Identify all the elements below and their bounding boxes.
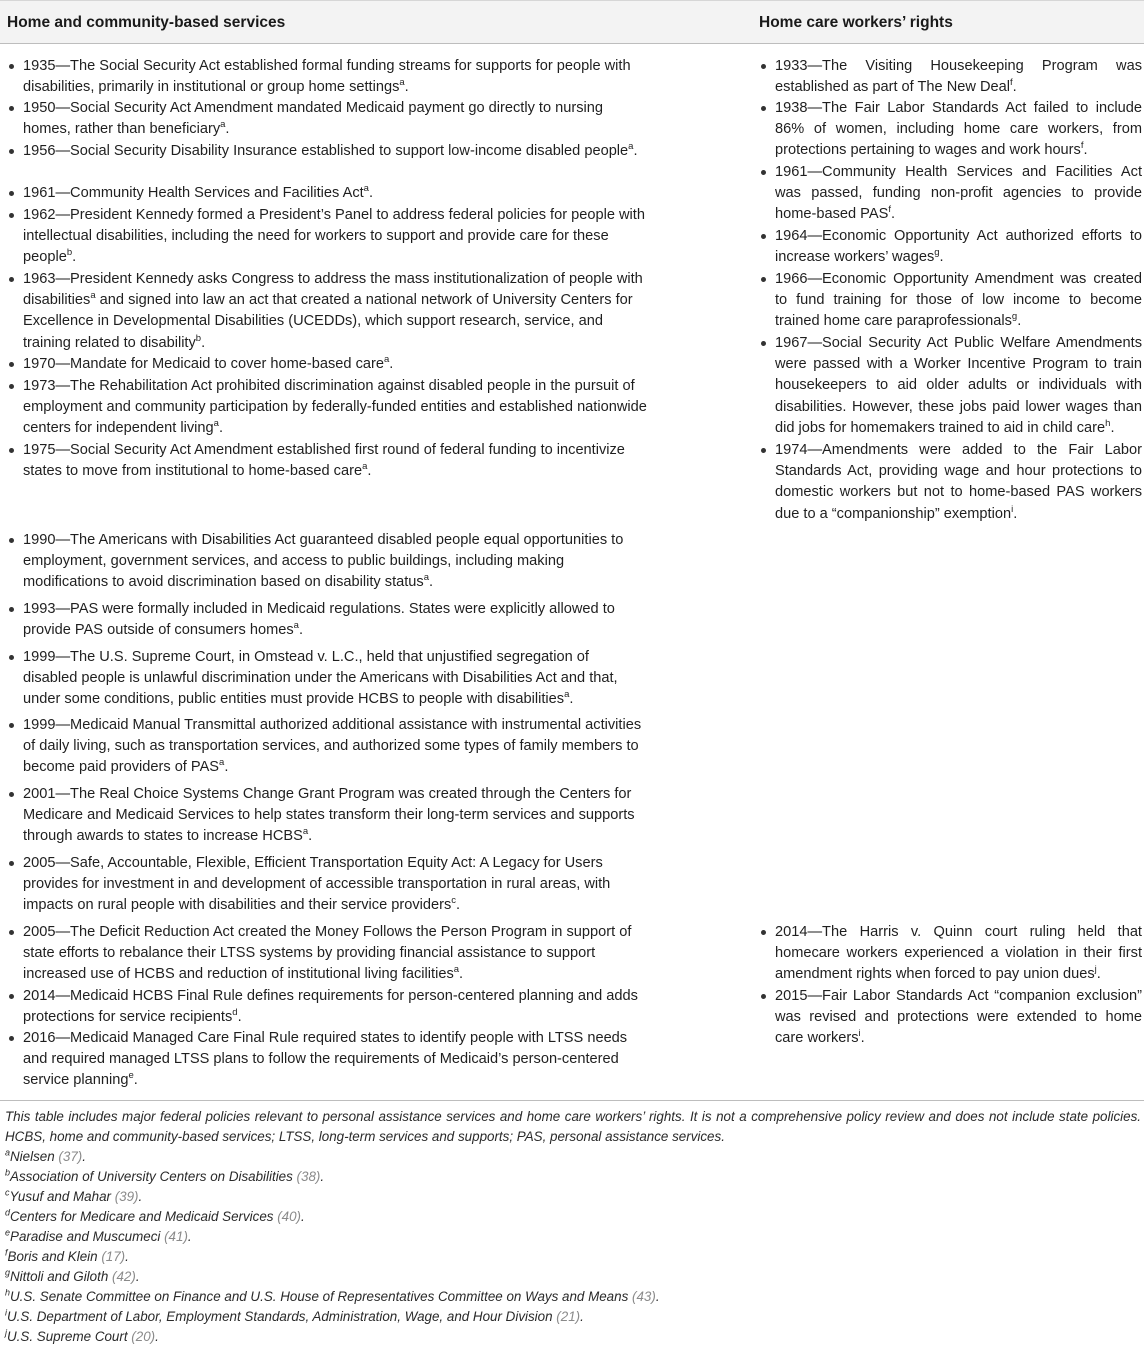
footnote: $^c$Yusuf and Mahar (39). [5, 1187, 143, 1204]
footnote: $^f$Boris and Klein (17). [5, 1247, 129, 1264]
list-item: 1999—The U.S. Supreme Court, in Omstead v. L.C., held that unjustified segregation of disabled people is unlawful discrimination under the Americans with Disabilities Act and that, under some conditions, public entities must provide HCBS to people with disabilities$^a$. [7, 647, 647, 711]
list-item: 1975—Social Security Act Amendment established first round of federal funding to incentivize states to move from institutional to home-based care$^a$. [7, 440, 647, 482]
reference-link[interactable]: (20) [131, 1329, 156, 1344]
list-item: 2014—The Harris v. Quinn court ruling held that homecare workers experienced a violation in their first amendment rights when forced to pay union dues$^j$. [759, 922, 1142, 986]
footnote: $^i$U.S. Department of Labor, Employment Standards, Administration, Wage, and Hour Division (21). [5, 1307, 584, 1324]
list-item: 2016—Medicaid Managed Care Final Rule required states to identify people with LTSS needs and required managed LTSS plans to follow the requirements of Medicaid’s person-centered service planning$^e$. [7, 1028, 647, 1092]
list-item: 1974—Amendments were added to the Fair Labor Standards Act, providing wage and hour protections to domestic workers but not to home-based PAS workers due to a “companionship” exemption$^i$. [759, 440, 1142, 525]
reference-link[interactable]: (43) [632, 1289, 656, 1304]
list-item: 1938—The Fair Labor Standards Act failed to include 86% of women, including home care workers, from protections pertaining to wages and work hours$^f$. [759, 98, 1142, 162]
list-item: 1935—The Social Security Act established formal funding streams for supports for people with disabilities, primarily in institutional or group home settings$^a$. [7, 56, 647, 98]
list-item: 2005—The Deficit Reduction Act created the Money Follows the Person Program in support of state efforts to rebalance their LTSS systems by providing financial assistance to support increased use of HCBS and reduction of institutional living facilities$^a$. [7, 922, 647, 986]
list-item: 1963—President Kennedy asks Congress to address the mass institutionalization of people with disabilities$^a$ and signed into law an act that created a national network of University Centers for Excellence in Developmental Disabilities (UCEDDs), which support research, service, and training related to disability$^b$. [7, 269, 647, 354]
reference-link[interactable]: (17) [101, 1249, 126, 1264]
list-item: 1956—Social Security Disability Insurance established to support low-income disabled people$^a$. [7, 141, 647, 162]
table-header-row [0, 0, 1144, 44]
footnote: $^a$Nielsen (37). [5, 1147, 86, 1164]
list-item: 1973—The Rehabilitation Act prohibited discrimination against disabled people in the pursuit of employment and community participation by federally-funded entities and established nationwide centers for independent living$^a$. [7, 376, 647, 440]
list-item: 2014—Medicaid HCBS Final Rule defines requirements for person-centered planning and adds protections for service recipients$^d$. [7, 986, 647, 1028]
list-item: 1999—Medicaid Manual Transmittal authorized additional assistance with instrumental activities of daily living, such as transportation services, and authorized some types of family members to become paid providers of PAS$^a$. [7, 715, 647, 779]
footnote: $^j$U.S. Supreme Court (20). [5, 1327, 159, 1344]
list-item: 1950—Social Security Act Amendment mandated Medicaid payment go directly to nursing homes, rather than beneficiary$^a$. [7, 98, 647, 140]
list-item: 1970—Mandate for Medicaid to cover home-based care$^a$. [7, 354, 647, 375]
footnote: $^b$Association of University Centers on Disabilities (38). [5, 1167, 325, 1184]
column-header-hcbs: Home and community-based services [7, 14, 286, 31]
list-item: 1961—Community Health Services and Facilities Act$^a$. [7, 183, 647, 204]
list-item: 1964—Economic Opportunity Act authorized efforts to increase workers’ wages$^g$. [759, 226, 1142, 268]
list-item: 2005—Safe, Accountable, Flexible, Efficient Transportation Equity Act: A Legacy for Users provides for investment in and development of accessible transportation in rural areas, with impacts on rural people with disabilities and their service providers$^c$. [7, 853, 647, 917]
reference-link[interactable]: (39) [114, 1189, 139, 1204]
reference-link[interactable]: (40) [277, 1209, 302, 1224]
list-item: 1933—The Visiting Housekeeping Program was established as part of The New Deal$^f$. [759, 56, 1142, 98]
list-item: 1966—Economic Opportunity Amendment was created to fund training for those of low income to become trained home care paraprofessionals$^g$. [759, 269, 1142, 333]
list-item: 1961—Community Health Services and Facilities Act was passed, funding non-profit agencies to provide home-based PAS$^f$. [759, 162, 1142, 226]
list-item: 1990—The Americans with Disabilities Act guaranteed disabled people equal opportunities to employment, government services, and access to public buildings, including making modifications to avoid discrimination based on disability status$^a$. [7, 530, 647, 594]
footnote: $^e$Paradise and Muscumeci (41). [5, 1227, 192, 1244]
list-item: 1993—PAS were formally included in Medicaid regulations. States were explicitly allowed to provide PAS outside of consumers homes$^a$. [7, 599, 647, 641]
reference-link[interactable]: (42) [111, 1269, 136, 1284]
footnote: $^g$Nittoli and Giloth (42). [5, 1267, 140, 1284]
reference-link[interactable]: (38) [296, 1169, 321, 1184]
list-item: 1967—Social Security Act Public Welfare Amendments were passed with a Worker Incentive Program to train housekeepers to aid older adults or individuals with disabilities. However, these jobs paid lower wages than did jobs for homemakers trained to aid in child care$^h$. [759, 333, 1142, 439]
column-header-workers-rights: Home care workers’ rights [759, 14, 953, 31]
reference-link[interactable]: (37) [58, 1149, 83, 1164]
table-footnotes [0, 1100, 1144, 1352]
table-note: This table includes major federal policies relevant to personal assistance services and home care workers’ rights. It is not a comprehensive policy review and does not include state policies. HCBS, home and community-based services; LTSS, long-term services and supports; PAS, personal assistance services. [5, 1109, 1141, 1144]
footnote: $^d$Centers for Medicare and Medicaid Services (40). [5, 1207, 305, 1224]
footnote: $^h$U.S. Senate Committee on Finance and U.S. House of Representatives Committee on Ways and Means (43). [5, 1287, 660, 1304]
list-item: 2001—The Real Choice Systems Change Grant Program was created through the Centers for Medicare and Medicaid Services to help states transform their long-term services and supports through awards to states to increase HCBS$^a$. [7, 784, 647, 848]
list-item: 2015—Fair Labor Standards Act “companion exclusion” was revised and protections were extended to home care workers$^i$. [759, 986, 1142, 1050]
list-item: 1962—President Kennedy formed a President’s Panel to address federal policies for people with intellectual disabilities, including the need for workers to support and provide care for these people$^b$. [7, 205, 647, 269]
reference-link[interactable]: (21) [556, 1309, 581, 1324]
reference-link[interactable]: (41) [164, 1229, 188, 1244]
